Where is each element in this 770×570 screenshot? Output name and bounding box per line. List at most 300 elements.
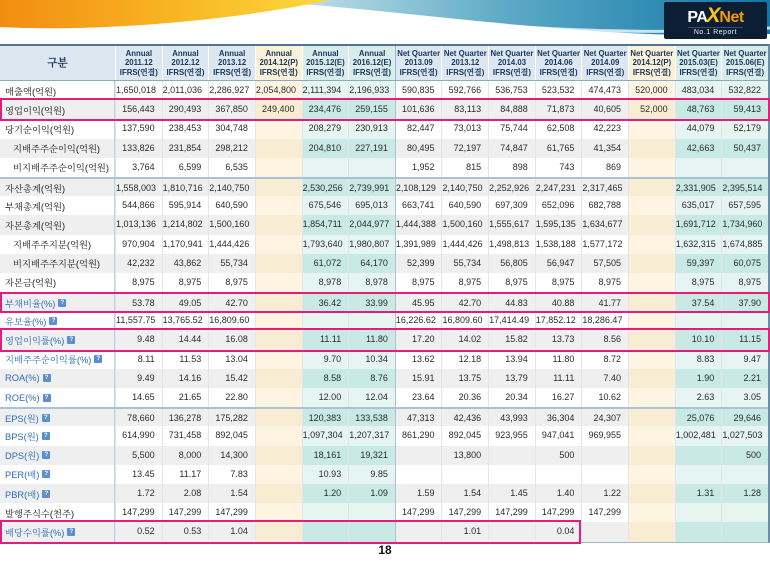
- cell: 53.78: [115, 294, 162, 311]
- cell: 21.65: [162, 388, 209, 407]
- cell: 13,765.52: [162, 311, 209, 330]
- help-icon[interactable]: ?: [42, 470, 50, 478]
- cell: 1.40: [535, 484, 582, 503]
- cell: 1.31: [675, 484, 722, 503]
- cell: 20.34: [488, 388, 535, 407]
- cell: 9.85: [348, 465, 395, 484]
- cell: 640,590: [208, 196, 255, 215]
- row-label: 자산총계(억원): [0, 179, 115, 196]
- cell: 41.77: [581, 294, 628, 311]
- cell: 62,508: [535, 119, 582, 138]
- help-icon[interactable]: ?: [42, 414, 50, 422]
- cell: 1,854,711: [302, 215, 349, 234]
- cell: 13.45: [115, 465, 162, 484]
- cell: 2,054,800: [255, 81, 302, 100]
- cell: 10.10: [675, 330, 722, 349]
- cell: 11.80: [348, 330, 395, 349]
- cell: [628, 215, 675, 234]
- cell: [628, 273, 675, 292]
- cell: [628, 119, 675, 138]
- cell: 1.54: [441, 484, 488, 503]
- cell: 520,000: [628, 81, 675, 100]
- cell: 1,214,802: [162, 215, 209, 234]
- cell: [348, 158, 395, 177]
- cell: 1,500,160: [208, 215, 255, 234]
- cell: 8.72: [581, 350, 628, 369]
- column-header: Net Quarter 2014.03 IFRS(연결): [488, 46, 535, 80]
- cell: 16.08: [208, 330, 255, 349]
- cell: 1,734,960: [721, 215, 768, 234]
- cell: 36.42: [302, 294, 349, 311]
- row-label: 발행주식수(천주): [0, 503, 115, 522]
- cell: [628, 503, 675, 522]
- cell: [675, 446, 722, 465]
- cell: 147,299: [395, 503, 442, 522]
- cell: 695,013: [348, 196, 395, 215]
- logo-tagline: No.1 Report: [688, 27, 743, 36]
- cell: 231,854: [162, 139, 209, 158]
- table-row: [0, 158, 768, 177]
- cell: 13.04: [208, 350, 255, 369]
- cell: 1,444,388: [395, 215, 442, 234]
- cell: [302, 158, 349, 177]
- cell: 544,866: [115, 196, 162, 215]
- cell: 0.53: [162, 522, 209, 541]
- cell: 682,788: [581, 196, 628, 215]
- cell: 1,500,160: [441, 215, 488, 234]
- cell: 815: [441, 158, 488, 177]
- cell: 2,331,905: [675, 179, 722, 196]
- table-body: [0, 81, 768, 542]
- cell: 52,399: [395, 254, 442, 273]
- cell: [441, 465, 488, 484]
- help-icon[interactable]: ?: [42, 432, 50, 440]
- cell: 731,458: [162, 426, 209, 445]
- cell: 1,391,989: [395, 235, 442, 254]
- cell: 80,495: [395, 139, 442, 158]
- cell: 249,400: [255, 100, 302, 119]
- row-label: 비지배주주순이익(억원): [0, 158, 115, 177]
- cell: 43,862: [162, 254, 209, 273]
- row-label: DPS(원) ?: [0, 446, 115, 465]
- cell: [581, 465, 628, 484]
- cell: 83,113: [441, 100, 488, 119]
- cell: 42.70: [208, 294, 255, 311]
- logo-text-net: Net: [719, 9, 744, 26]
- row-label: ROA(%) ?: [0, 369, 115, 388]
- row-label: PBR(배) ?: [0, 484, 115, 503]
- cell: 11.80: [535, 350, 582, 369]
- cell: 8.76: [348, 369, 395, 388]
- cell: [628, 235, 675, 254]
- cell: 1.01: [441, 522, 488, 541]
- cell: 1,444,426: [208, 235, 255, 254]
- cell: 16,226.62: [395, 311, 442, 330]
- table-row: [0, 407, 768, 426]
- cell: 7.40: [581, 369, 628, 388]
- cell: [721, 503, 768, 522]
- cell: 523,532: [535, 81, 582, 100]
- cell: [255, 196, 302, 215]
- cell: 1,632,315: [675, 235, 722, 254]
- column-header: Annual 2011.12 IFRS(연결): [115, 46, 162, 80]
- cell: 8.58: [302, 369, 349, 388]
- cell: 590,835: [395, 81, 442, 100]
- cell: 29,646: [721, 409, 768, 426]
- financial-table: [0, 44, 770, 543]
- cell: [628, 179, 675, 196]
- cell: 64,170: [348, 254, 395, 273]
- table-row: [0, 177, 768, 196]
- row-label: 지배주주순이익(억원): [0, 139, 115, 158]
- cell: 500: [535, 446, 582, 465]
- cell: 536,753: [488, 81, 535, 100]
- row-label: 영업이익(억원): [0, 100, 115, 119]
- cell: 3.05: [721, 388, 768, 407]
- cell: 13.75: [441, 369, 488, 388]
- column-header: Annual 2016.12(E) IFRS(연결): [348, 46, 395, 80]
- cell: 147,299: [581, 503, 628, 522]
- cell: [302, 311, 349, 330]
- cell: [628, 139, 675, 158]
- cell: 24,307: [581, 409, 628, 426]
- cell: 11.53: [162, 350, 209, 369]
- cell: 8,975: [441, 273, 488, 292]
- cell: 2.21: [721, 369, 768, 388]
- cell: 2,247,231: [535, 179, 582, 196]
- cell: 2,395,514: [721, 179, 768, 196]
- cell: 42,223: [581, 119, 628, 138]
- cell: 41,354: [581, 139, 628, 158]
- cell: 1.22: [581, 484, 628, 503]
- cell: 17,414.49: [488, 311, 535, 330]
- column-header: Annual 2013.12 IFRS(연결): [208, 46, 255, 80]
- cell: 204,810: [302, 139, 349, 158]
- cell: [628, 409, 675, 426]
- cell: 1,207,317: [348, 426, 395, 445]
- cell: [395, 465, 442, 484]
- help-icon[interactable]: ?: [42, 451, 50, 459]
- cell: 304,748: [208, 119, 255, 138]
- table-row: [0, 369, 768, 388]
- row-label: PER(배) ?: [0, 465, 115, 484]
- cell: [675, 311, 722, 330]
- cell: 13.94: [488, 350, 535, 369]
- paxnet-logo: [664, 2, 767, 39]
- cell: 663,741: [395, 196, 442, 215]
- cell: 7.83: [208, 465, 255, 484]
- cell: 59,413: [721, 100, 768, 119]
- cell: 37.90: [721, 294, 768, 311]
- column-header: Annual 2012.12 IFRS(연결): [162, 46, 209, 80]
- cell: [395, 446, 442, 465]
- cell: 42,232: [115, 254, 162, 273]
- cell: 1.54: [208, 484, 255, 503]
- table-row: [0, 503, 768, 522]
- cell: 22.80: [208, 388, 255, 407]
- cell: 1,170,941: [162, 235, 209, 254]
- cell: [535, 465, 582, 484]
- cell: [628, 196, 675, 215]
- cell: 75,744: [488, 119, 535, 138]
- column-header: Net Quarter 2013.09 IFRS(연결): [395, 46, 442, 80]
- table-row: [0, 292, 768, 311]
- cell: 13.79: [488, 369, 535, 388]
- table-row: [0, 215, 768, 234]
- cell: 15.82: [488, 330, 535, 349]
- cell: 743: [535, 158, 582, 177]
- cell: 74,847: [488, 139, 535, 158]
- cell: 133,538: [348, 409, 395, 426]
- cell: 2,140,750: [441, 179, 488, 196]
- cell: 12.04: [348, 388, 395, 407]
- cell: 1.09: [348, 484, 395, 503]
- cell: 8,975: [162, 273, 209, 292]
- row-label: EPS(원) ?: [0, 409, 115, 426]
- cell: [348, 311, 395, 330]
- table-row: [0, 196, 768, 215]
- cell: 49.05: [162, 294, 209, 311]
- cell: 1.59: [395, 484, 442, 503]
- cell: 474,473: [581, 81, 628, 100]
- cell: [255, 254, 302, 273]
- cell: [255, 465, 302, 484]
- help-icon[interactable]: ?: [58, 299, 66, 307]
- cell: 10.62: [581, 388, 628, 407]
- cell: 36,304: [535, 409, 582, 426]
- cell: 18,286.47: [581, 311, 628, 330]
- cell: 156,443: [115, 100, 162, 119]
- cell: 45.95: [395, 294, 442, 311]
- cell: [628, 446, 675, 465]
- cell: 11.11: [535, 369, 582, 388]
- cell: [255, 139, 302, 158]
- cell: 652,096: [535, 196, 582, 215]
- cell: 9.49: [115, 369, 162, 388]
- cell: 227,191: [348, 139, 395, 158]
- cell: 136,278: [162, 409, 209, 426]
- cell: 1,002,481: [675, 426, 722, 445]
- cell: 861,290: [395, 426, 442, 445]
- cell: 898: [488, 158, 535, 177]
- cell: 1.72: [115, 484, 162, 503]
- column-header: Net Quarter 2014.06 IFRS(연결): [535, 46, 582, 80]
- cell: 2,252,926: [488, 179, 535, 196]
- cell: 10.93: [302, 465, 349, 484]
- cell: 33.99: [348, 294, 395, 311]
- cell: [581, 446, 628, 465]
- cell: 147,299: [535, 503, 582, 522]
- cell: 48,763: [675, 100, 722, 119]
- table-row: [0, 522, 768, 541]
- cell: 697,309: [488, 196, 535, 215]
- cell: 43,993: [488, 409, 535, 426]
- cell: 133,826: [115, 139, 162, 158]
- cell: 55,734: [208, 254, 255, 273]
- cell: 8,975: [535, 273, 582, 292]
- help-icon[interactable]: ?: [94, 355, 102, 363]
- table-row: [0, 446, 768, 465]
- cell: 1,650,018: [115, 81, 162, 100]
- cell: 147,299: [115, 503, 162, 522]
- table-row: [0, 350, 768, 369]
- cell: [255, 294, 302, 311]
- cell: 675,546: [302, 196, 349, 215]
- column-header: Net Quarter 2014.12(P) IFRS(연결): [628, 46, 675, 80]
- cell: [255, 350, 302, 369]
- cell: 2,196,933: [348, 81, 395, 100]
- cell: 1,810,716: [162, 179, 209, 196]
- help-icon[interactable]: ?: [42, 490, 50, 498]
- cell: [675, 465, 722, 484]
- cell: 1,952: [395, 158, 442, 177]
- cell: [348, 522, 395, 541]
- cell: 1,634,677: [581, 215, 628, 234]
- row-label: 지배주주지분(억원): [0, 235, 115, 254]
- cell: [675, 522, 722, 541]
- cell: 11,557.75: [115, 311, 162, 330]
- logo-x-glyph: X: [706, 4, 721, 27]
- cell: 71,873: [535, 100, 582, 119]
- cell: 1.90: [675, 369, 722, 388]
- cell: 56,947: [535, 254, 582, 273]
- cell: 532,822: [721, 81, 768, 100]
- cell: [628, 311, 675, 330]
- cell: 869: [581, 158, 628, 177]
- column-header: Net Quarter 2014.09 IFRS(연결): [581, 46, 628, 80]
- row-label: 당기순이익(억원): [0, 119, 115, 138]
- help-icon[interactable]: ?: [67, 336, 75, 344]
- help-icon[interactable]: ?: [49, 317, 57, 325]
- logo-text-pa: PA: [687, 9, 708, 26]
- cell: 234,476: [302, 100, 349, 119]
- cell: 2,739,991: [348, 179, 395, 196]
- cell: 500: [721, 446, 768, 465]
- cell: 970,904: [115, 235, 162, 254]
- cell: 18,161: [302, 446, 349, 465]
- cell: 13.73: [535, 330, 582, 349]
- cell: [302, 503, 349, 522]
- cell: 1,538,188: [535, 235, 582, 254]
- table-row: [0, 119, 768, 138]
- logo-wordmark: [687, 5, 743, 26]
- cell: 208,279: [302, 119, 349, 138]
- cell: [628, 369, 675, 388]
- cell: 8,975: [721, 273, 768, 292]
- cell: 1,674,885: [721, 235, 768, 254]
- cell: 8,975: [208, 273, 255, 292]
- row-label: 자본금(억원): [0, 273, 115, 292]
- cell: 1,097,304: [302, 426, 349, 445]
- cell: 17.20: [395, 330, 442, 349]
- cell: 230,913: [348, 119, 395, 138]
- cell: 290,493: [162, 100, 209, 119]
- row-label: 매출액(억원): [0, 81, 115, 100]
- cell: 5,500: [115, 446, 162, 465]
- cell: 2,044,977: [348, 215, 395, 234]
- cell: 8,975: [581, 273, 628, 292]
- help-icon[interactable]: ?: [43, 394, 51, 402]
- cell: 0.04: [535, 522, 582, 541]
- column-header: Annual 2015.12(E) IFRS(연결): [302, 46, 349, 80]
- cell: [395, 522, 442, 541]
- cell: 78,660: [115, 409, 162, 426]
- cell: 1.04: [208, 522, 255, 541]
- cell: [628, 330, 675, 349]
- cell: 1,558,003: [115, 179, 162, 196]
- table-row: [0, 100, 768, 119]
- cell: 1,691,712: [675, 215, 722, 234]
- cell: 15.91: [395, 369, 442, 388]
- table-row: [0, 330, 768, 349]
- cell: 147,299: [488, 503, 535, 522]
- cell: 55,734: [441, 254, 488, 273]
- cell: 73,013: [441, 119, 488, 138]
- cell: 595,914: [162, 196, 209, 215]
- cell: 238,453: [162, 119, 209, 138]
- cell: 84,888: [488, 100, 535, 119]
- cell: [675, 158, 722, 177]
- row-label: 유보율(%) ?: [0, 311, 115, 330]
- cell: [721, 158, 768, 177]
- table-row: [0, 426, 768, 445]
- cell: 11.17: [162, 465, 209, 484]
- row-label: 지배주주순이익률(%) ?: [0, 350, 115, 369]
- cell: 8,975: [395, 273, 442, 292]
- table-row: [0, 311, 768, 330]
- help-icon[interactable]: ?: [67, 528, 75, 536]
- cell: 11.15: [721, 330, 768, 349]
- cell: 8,975: [675, 273, 722, 292]
- cell: 61,765: [535, 139, 582, 158]
- cell: 483,034: [675, 81, 722, 100]
- cell: 40.88: [535, 294, 582, 311]
- row-label: 비지배주주지분(억원): [0, 254, 115, 273]
- cell: 259,155: [348, 100, 395, 119]
- cell: [628, 388, 675, 407]
- cell: 10.34: [348, 350, 395, 369]
- cell: 1.28: [721, 484, 768, 503]
- cell: 2,111,394: [302, 81, 349, 100]
- cell: 175,282: [208, 409, 255, 426]
- cell: 47,313: [395, 409, 442, 426]
- cell: 1,027,503: [721, 426, 768, 445]
- cell: [255, 179, 302, 196]
- cell: 6,599: [162, 158, 209, 177]
- cell: [488, 465, 535, 484]
- table-row: [0, 81, 768, 100]
- cell: 1,444,426: [441, 235, 488, 254]
- help-icon[interactable]: ?: [43, 374, 51, 382]
- table-row: [0, 484, 768, 503]
- cell: 37.54: [675, 294, 722, 311]
- banner-wave-graphic: [0, 0, 770, 42]
- cell: 14.65: [115, 388, 162, 407]
- cell: 14.44: [162, 330, 209, 349]
- cell: 61,072: [302, 254, 349, 273]
- cell: 8,978: [302, 273, 349, 292]
- row-label: ROE(%) ?: [0, 388, 115, 407]
- cell: 298,212: [208, 139, 255, 158]
- cell: 40,605: [581, 100, 628, 119]
- cell: 2,011,036: [162, 81, 209, 100]
- cell: [488, 446, 535, 465]
- cell: 44.83: [488, 294, 535, 311]
- page-number: 18: [378, 543, 392, 557]
- cell: [302, 522, 349, 541]
- cell: [255, 484, 302, 503]
- cell: [255, 409, 302, 426]
